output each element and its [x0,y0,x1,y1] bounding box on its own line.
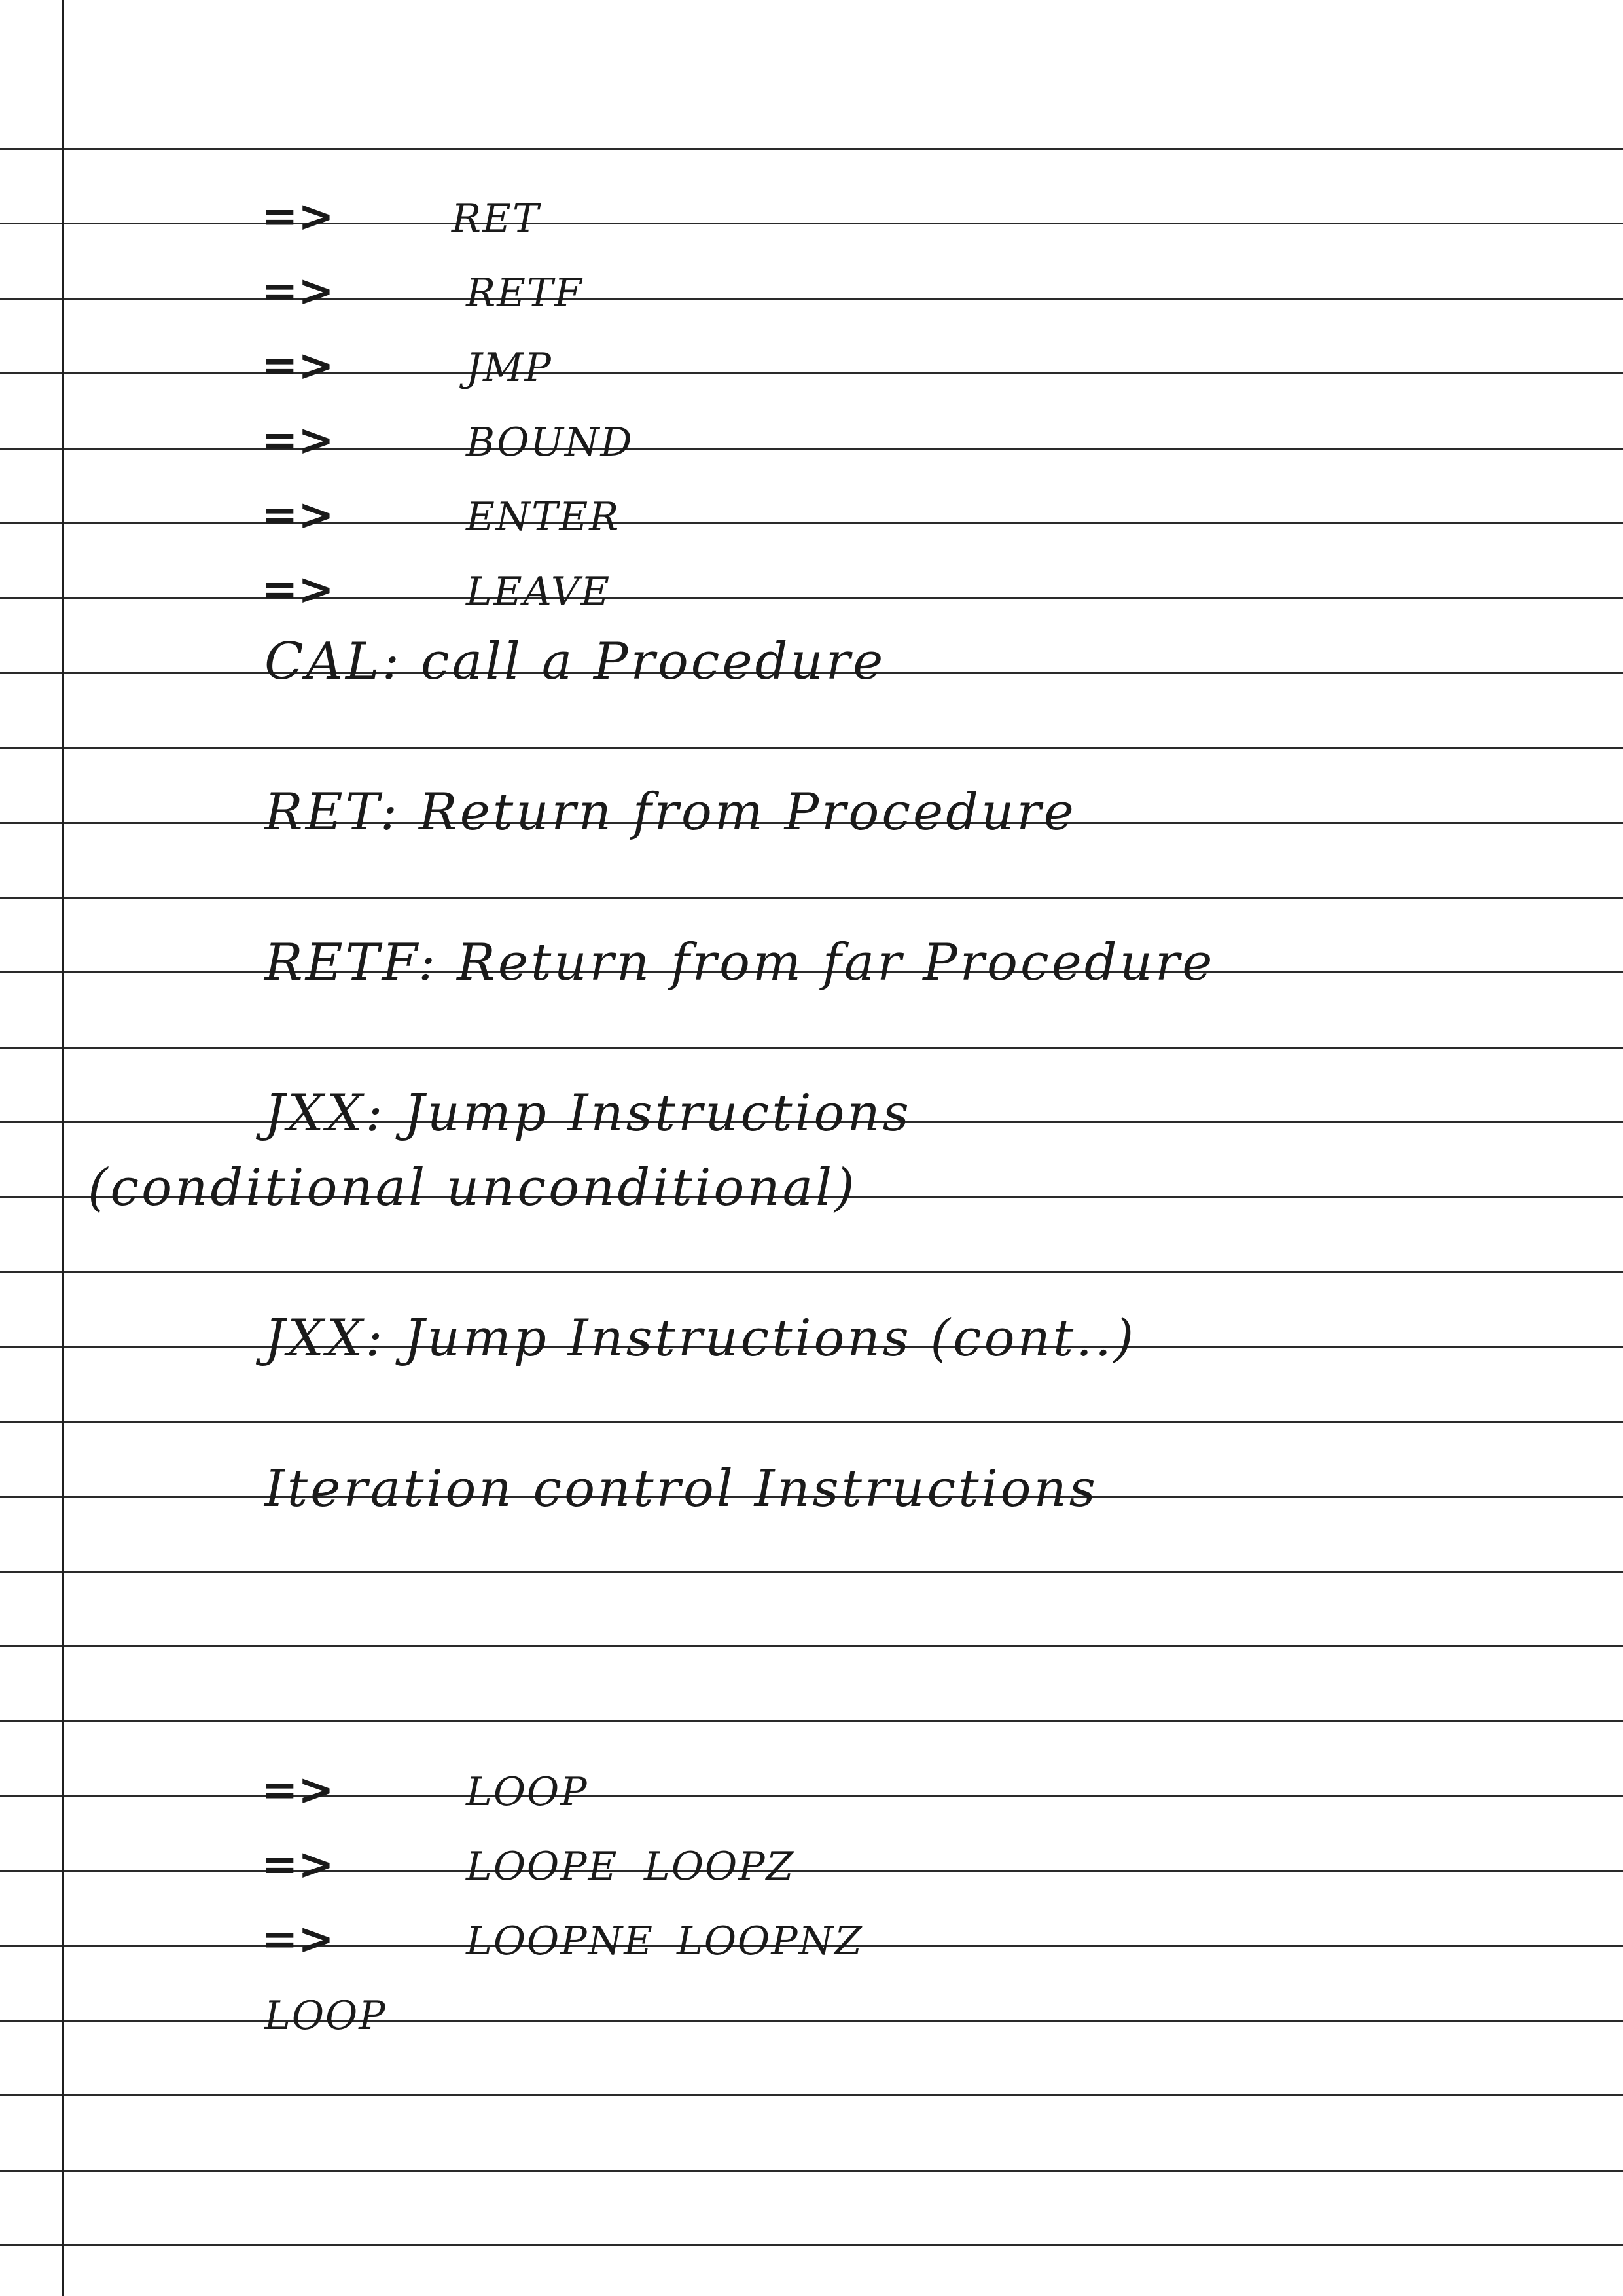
footer-loop-word: LOOP [264,1993,387,2039]
mnemonic-loopne: LOOPNE [466,1918,654,1964]
mnemonic-loope: LOOPE [466,1844,618,1890]
arrow-symbol: => [262,191,334,242]
arrow-symbol: => [262,1839,334,1890]
mnemonic-retf: RETF [466,270,583,316]
mnemonic-ret: RET [452,196,540,242]
arrow-symbol: => [262,490,334,540]
arrow-symbol: => [262,340,334,391]
jxx-heading: JXX: Jump Instructions [264,1084,912,1143]
ruled-line [0,747,1623,749]
ruled-line [0,2020,1623,2022]
ruled-line [0,1271,1623,1273]
ruled-line [0,597,1623,599]
retf-definition: RETF: Return from far Procedure [264,933,1215,992]
ruled-line [0,1645,1623,1647]
arrow-symbol: => [262,266,334,316]
ruled-line [0,1795,1623,1797]
jxx-heading-continuation: (conditional unconditional) [88,1158,857,1217]
arrow-symbol: => [262,415,334,465]
mnemonic-enter: ENTER [466,494,620,540]
ruled-line [0,1870,1623,1872]
ruled-line [0,2244,1623,2246]
ruled-line [0,2170,1623,2172]
ruled-line [0,148,1623,150]
ruled-line [0,897,1623,899]
iteration-heading: Iteration control Instructions [264,1460,1098,1518]
arrow-symbol: => [262,564,334,615]
mnemonic-bound: BOUND [466,420,633,465]
ruled-line [0,298,1623,300]
ret-definition: RET: Return from Procedure [264,783,1077,842]
mnemonic-loopnz: LOOPNZ [677,1918,863,1964]
ruled-line [0,1720,1623,1722]
arrow-symbol: => [262,1765,334,1815]
arrow-symbol: => [262,1914,334,1964]
mnemonic-leave: LEAVE [466,569,611,615]
cal-definition: CAL: call a Procedure [264,632,886,691]
ruled-line [0,372,1623,374]
ruled-line [0,522,1623,524]
ruled-line [0,448,1623,450]
mnemonic-jmp: JMP [466,345,552,391]
jxx-heading-cont: JXX: Jump Instructions (cont..) [264,1309,1137,1368]
ruled-line [0,223,1623,224]
ruled-line [0,1047,1623,1049]
mnemonic-loopz: LOOPZ [644,1844,795,1890]
margin-line [62,0,64,2296]
ruled-line [0,1421,1623,1423]
ruled-line [0,2094,1623,2096]
mnemonic-loop: LOOP [466,1769,588,1815]
ruled-line [0,1571,1623,1573]
